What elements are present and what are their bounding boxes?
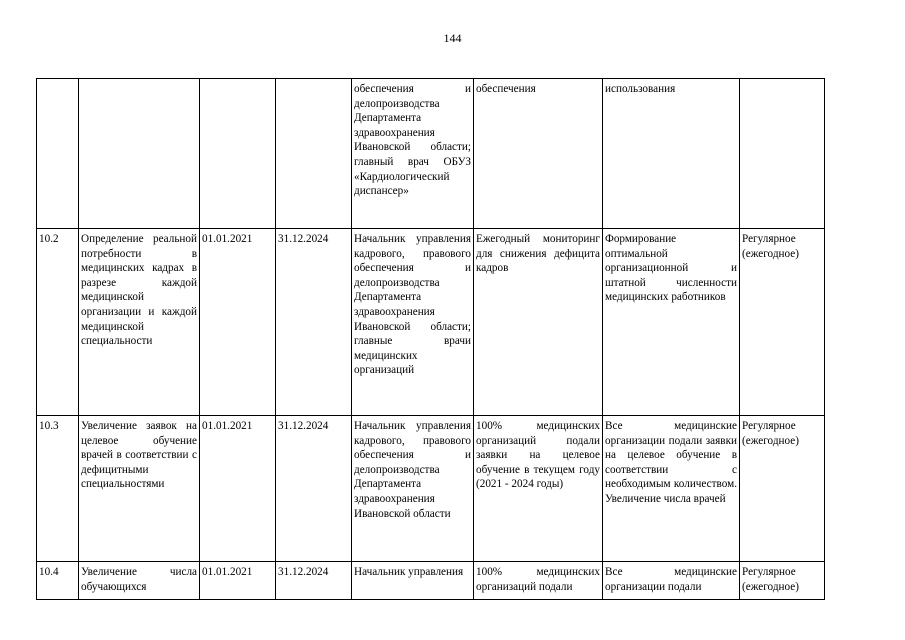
table-row	[37, 562, 825, 600]
frequency	[740, 79, 825, 229]
indicator: 100% медицинских организаций подали заявки на целевое обучение в текущем году (2021 - 2024 годы)	[474, 416, 603, 562]
result: Все медицинские организации подали заявки на целевое обучение в соответствии с необходимым количеством. Увеличение числа врачей	[603, 416, 740, 562]
row-number: 10.4	[37, 562, 79, 600]
responsible: Начальник управления кадрового, правового обеспечения и делопроизводства Департамента здравоохранения Ивановской области	[352, 416, 474, 562]
result: использования	[603, 79, 740, 229]
end-date: 31.12.2024	[276, 416, 352, 562]
start-date: 01.01.2021	[200, 229, 276, 416]
activity-name: Увеличение числа обучающихся	[79, 562, 200, 600]
start-date: 01.01.2021	[200, 562, 276, 600]
responsible: Начальник управления кадрового, правового обеспечения и делопроизводства Департамента здравоохранения Ивановской области; главные врачи медицинских организаций	[352, 229, 474, 416]
indicator: обеспечения	[474, 79, 603, 229]
indicator: Ежегодный мониторинг для снижения дефицита кадров	[474, 229, 603, 416]
responsible: Начальник управления	[352, 562, 474, 600]
frequency: Регулярное (ежегодное)	[740, 416, 825, 562]
frequency: Регулярное (ежегодное)	[740, 562, 825, 600]
end-date	[276, 79, 352, 229]
activity-name: Определение реальной потребности в медицинских кадрах в разрезе каждой медицинской организации и каждой медицинской специальности	[79, 229, 200, 416]
table-row	[37, 229, 825, 416]
end-date: 31.12.2024	[276, 229, 352, 416]
row-number	[37, 79, 79, 229]
responsible: обеспечения и делопроизводства Департамента здравоохранения Ивановской области; главный врач ОБУЗ «Кардиологический диспансер»	[352, 79, 474, 229]
start-date: 01.01.2021	[200, 416, 276, 562]
table-row	[37, 416, 825, 562]
activities-table	[36, 78, 825, 600]
row-number: 10.3	[37, 416, 79, 562]
activity-name	[79, 79, 200, 229]
start-date	[200, 79, 276, 229]
result: Все медицинские организации подали	[603, 562, 740, 600]
table-row	[37, 79, 825, 229]
end-date: 31.12.2024	[276, 562, 352, 600]
row-number: 10.2	[37, 229, 79, 416]
frequency: Регулярное (ежегодное)	[740, 229, 825, 416]
result: Формирование оптимальной организационной и штатной численности медицинских работников	[603, 229, 740, 416]
activity-name: Увеличение заявок на целевое обучение врачей в соответствии с дефицитными специальностями	[79, 416, 200, 562]
page-number: 144	[443, 31, 462, 45]
indicator: 100% медицинских организаций подали	[474, 562, 603, 600]
